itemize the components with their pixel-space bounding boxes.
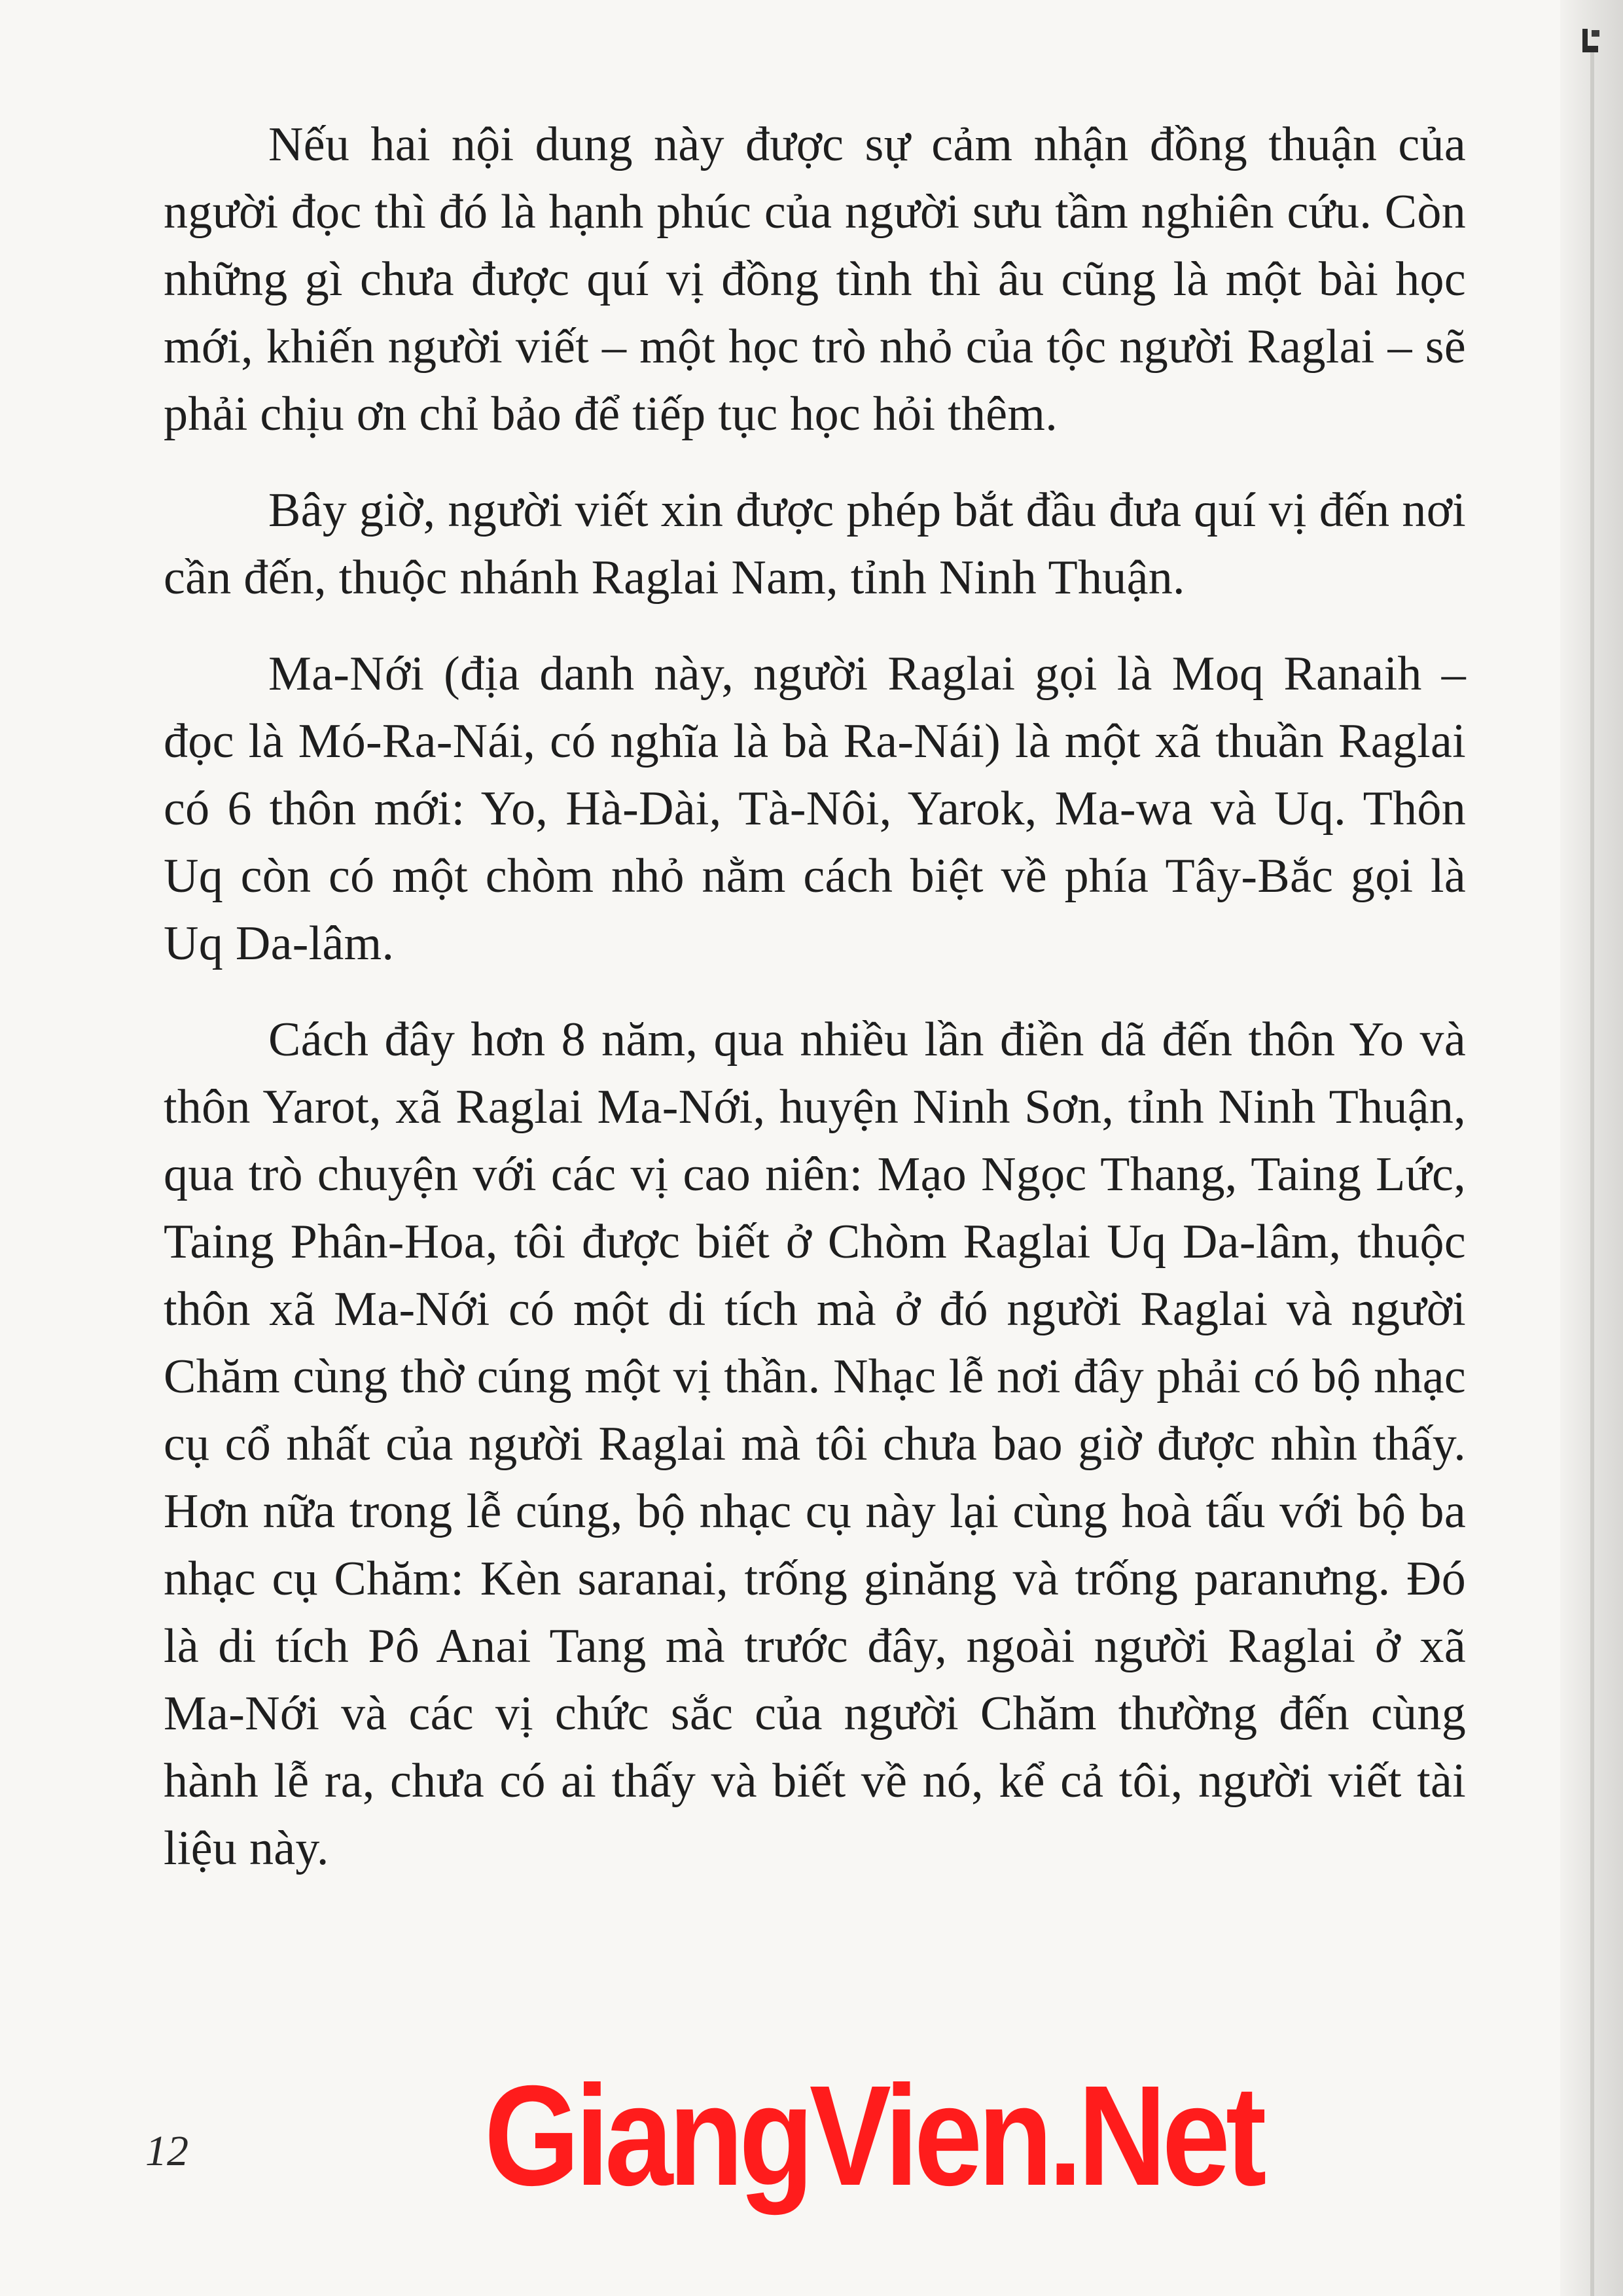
body-text xyxy=(164,111,1466,1911)
paragraph: Bây giờ, người viết xin được phép bắt đầu đưa quí vị đến nơi cần đến, thuộc nhánh Raglai Nam, tỉnh Ninh Thuận. xyxy=(164,484,1466,605)
page-binding-edge xyxy=(1560,0,1623,2296)
paragraph: Ma-Nới (địa danh này, người Raglai gọi là Moq Ranaih – đọc là Mó-Ra-Nái, có nghĩa là bà Ra-Nái) là một xã thuần Raglai có 6 thôn mới: Yo, Hà-Dài, Tà-Nôi, Yarok, Ma-wa và Uq. Thôn Uq còn có một chòm nhỏ nằm cách biệt về phía Tây-Bắc gọi là Uq Da-lâm. xyxy=(164,647,1466,970)
paragraph: Cách đây hơn 8 năm, qua nhiều lần điền dã đến thôn Yo và thôn Yarot, xã Raglai Ma-Nới, huyện Ninh Sơn, tỉnh Ninh Thuận, qua trò chuyện với các vị cao niên: Mạo Ngọc Thang, Taing Lức, Taing Phân-Hoa, tôi được biết ở Chòm Raglai Uq Da-lâm, thuộc thôn xã Ma-Nới có một di tích mà ở đó người Raglai và người Chăm cùng thờ cúng một vị thần. Nhạc lễ nơi đây phải có bộ nhạc cụ cổ nhất của người Raglai mà tôi chưa bao giờ được nhìn thấy. Hơn nữa trong lễ cúng, bộ nhạc cụ này lại cùng hoà tấu với bộ ba nhạc cụ Chăm: Kèn saranai, trống ginăng và trống paranưng. Đó là di tích Pô Anai Tang mà trước đây, ngoài người Raglai ở xã Ma-Nới và các vị chức sắc của người Chăm thường đến cùng hành lễ ra, chưa có ai thấy và biết về nó, kể cả tôi, người viết tài liệu này. xyxy=(164,1013,1466,1875)
binding-shadow-line xyxy=(1590,52,1594,2296)
watermark-logo: GiangVien.Net xyxy=(484,2057,1262,2216)
corner-mark-icon xyxy=(1578,26,1605,55)
page-number: 12 xyxy=(145,2127,188,2175)
paragraph: Nếu hai nội dung này được sự cảm nhận đồng thuận của người đọc thì đó là hạnh phúc của người sưu tầm nghiên cứu. Còn những gì chưa được quí vị đồng tình thì âu cũng là một bài học mới, khiến người viết – một học trò nhỏ của tộc người Raglai – sẽ phải chịu ơn chỉ bảo để tiếp tục học hỏi thêm. xyxy=(164,118,1466,441)
